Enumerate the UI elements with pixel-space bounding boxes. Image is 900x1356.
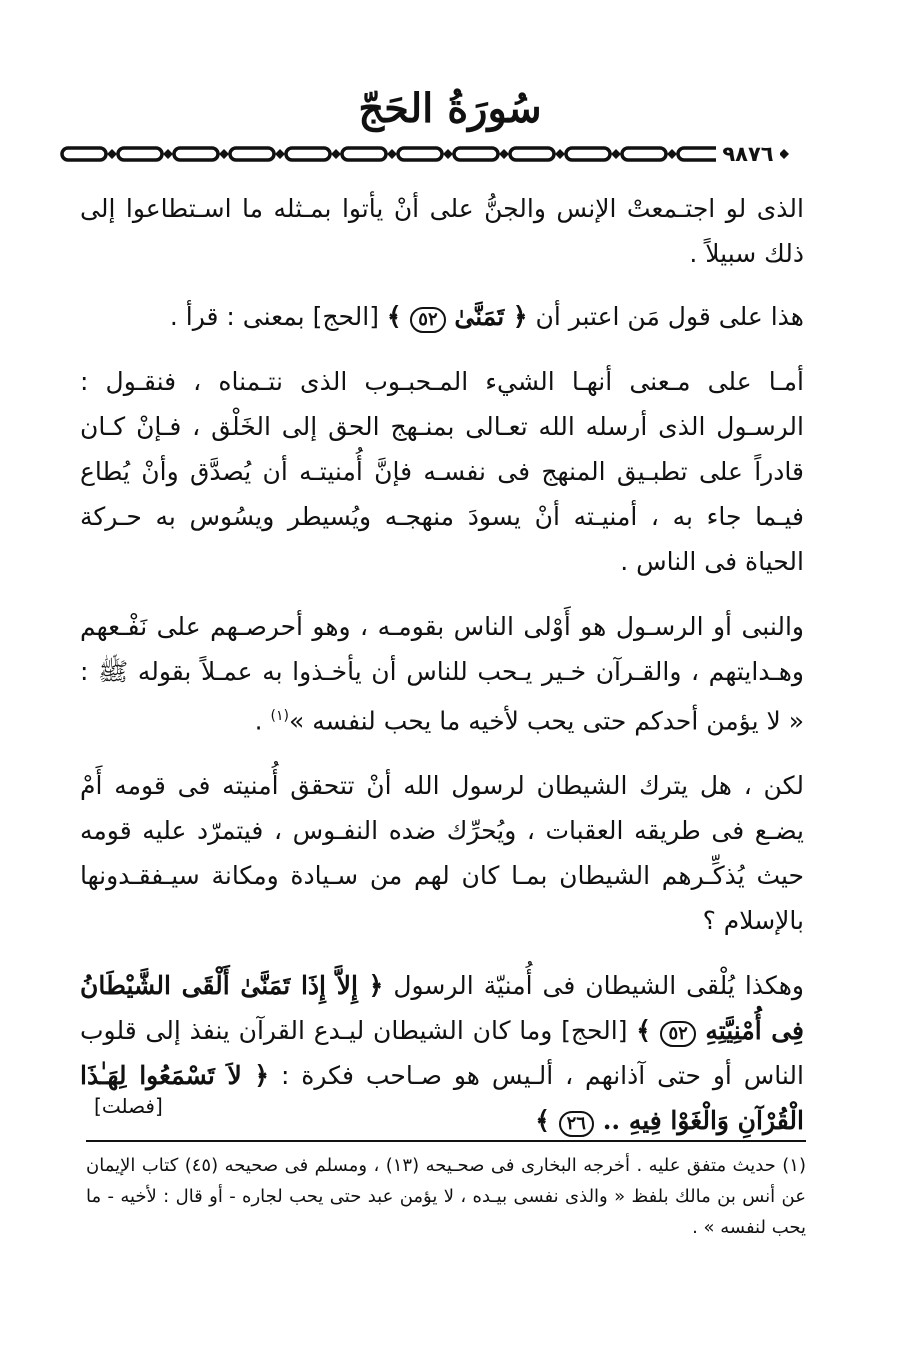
paragraph-6-middle: وما كان الشيطان ليـدع القرآن ينفذ إلى قلوب الناس أو حتى آذانهم ، ألـيس هو صـاحب فكرة : [80, 1016, 804, 1091]
ornamental-border-icon [58, 140, 828, 168]
sura-reference-2: [فصلت] [94, 1094, 163, 1118]
paragraph-4 [80, 604, 804, 743]
quran-verse-text: ﴿ تَمَنَّىٰ [454, 302, 528, 331]
quran-bracket: ﴾ [386, 302, 402, 331]
quran-bracket-1: ﴾ [636, 1016, 651, 1046]
quran-verse [387, 302, 528, 331]
paragraph-2 [80, 294, 804, 339]
quran-bracket-2: ﴾ [535, 1106, 550, 1136]
ayah-number: ٥٢ [410, 307, 445, 333]
sura-reference-1: [الحج] [561, 1016, 628, 1046]
paragraph-2-text: هذا على قول مَن اعتبر أن [535, 302, 804, 331]
main-text [80, 186, 804, 1163]
ayah-number-2: ٢٦ [559, 1111, 594, 1137]
sura-reference: [الحج] [312, 302, 379, 331]
footnote-marker: (١) [270, 708, 290, 724]
ayah-number-1: ٥٢ [660, 1021, 695, 1047]
paragraph-4-text: والنبى أو الرسـول هو أَوْلى الناس بقومـه ، وهو أحرصـهم على نَفْـعهم وهـدايتهم ، والقـرآن خـير يـحب للناس أن يأخـذوا به عمـلاً بقوله ﷺ : « لا يؤمن أحدكم حتى يحب لأخيه ما يحب لنفسه » [80, 612, 804, 736]
paragraph-3: أمـا على مـعنى أنهـا الشيء المـحبـوب الذى نتـمناه ، فنقـول : الرسـول الذى أرسله الله تعـالى بمنـهج الحق إلى الخَلْق ، فـإنْ كـان قادراً على تطبـيق المنهج فى نفسـه فإنَّ أُمنيتـه أن يُصدَّق وأنْ يُطاع فيـما جاء به ، أمنيـته أنْ يسودَ منهجـه ويُسيطر ويسُوس به حـركة الحياة فى الناس . [80, 367, 804, 576]
paragraph-4-end: . [254, 706, 263, 736]
quran-verse-2-text: ﴿ لاَ تَسْمَعُوا لِهَـٰذَا الْقُرْآنِ وَالْغَوْا فِيهِ .. [80, 1061, 804, 1136]
paragraph-1: الذى لو اجتـمعتْ الإنس والجنُّ على أنْ يأتوا بمـثله ما اسـتطاعوا إلى ذلك سبيلاً . [80, 194, 804, 268]
sura-title: سُورَةُ الحَجّ [358, 85, 542, 132]
footnote: (١) حديث متفق عليه . أخرجه البخارى فى صحـيحه (١٣) ، ومسلم فى صحيحه (٤٥) كتاب الإيمان عن أنس بن مالك بلفظ « والذى نفسى بيـده ، لا يؤمن عبد حتى يحب لجاره - أو قال : لأخيه - ما يحب لنفسه » . [86, 1155, 806, 1238]
quran-verse-1-text: ﴿ إِلاَّ إِذَا تَمَنَّىٰ أَلْقَى الشَّيْطَانُ فِى أُمْنِيَّتِهِ [80, 971, 804, 1046]
page-number: ٩٨٧٦ [716, 140, 780, 168]
paragraph-5: لكن ، هل يترك الشيطان لرسول الله أنْ تتحقق أُمنيته فى قومه أَمْ يضـع فى طريقه العقبات ، ويُحرِّك ضده النفـوس ، فيتمرّد عليه قومه حيث يُذكِّـرهم الشيطان بمـا كان لهم من سـيادة ومكانة سيـفقـدونها بالإسلام ؟ [80, 771, 804, 936]
paragraph-6 [80, 963, 804, 1143]
footnote-divider [86, 1140, 806, 1142]
paragraph-2-text-end: بمعنى : قرأ . [169, 302, 305, 331]
paragraph-6-text: وهكذا يُلْقى الشيطان فى أُمنيّة الرسول [393, 971, 804, 1001]
